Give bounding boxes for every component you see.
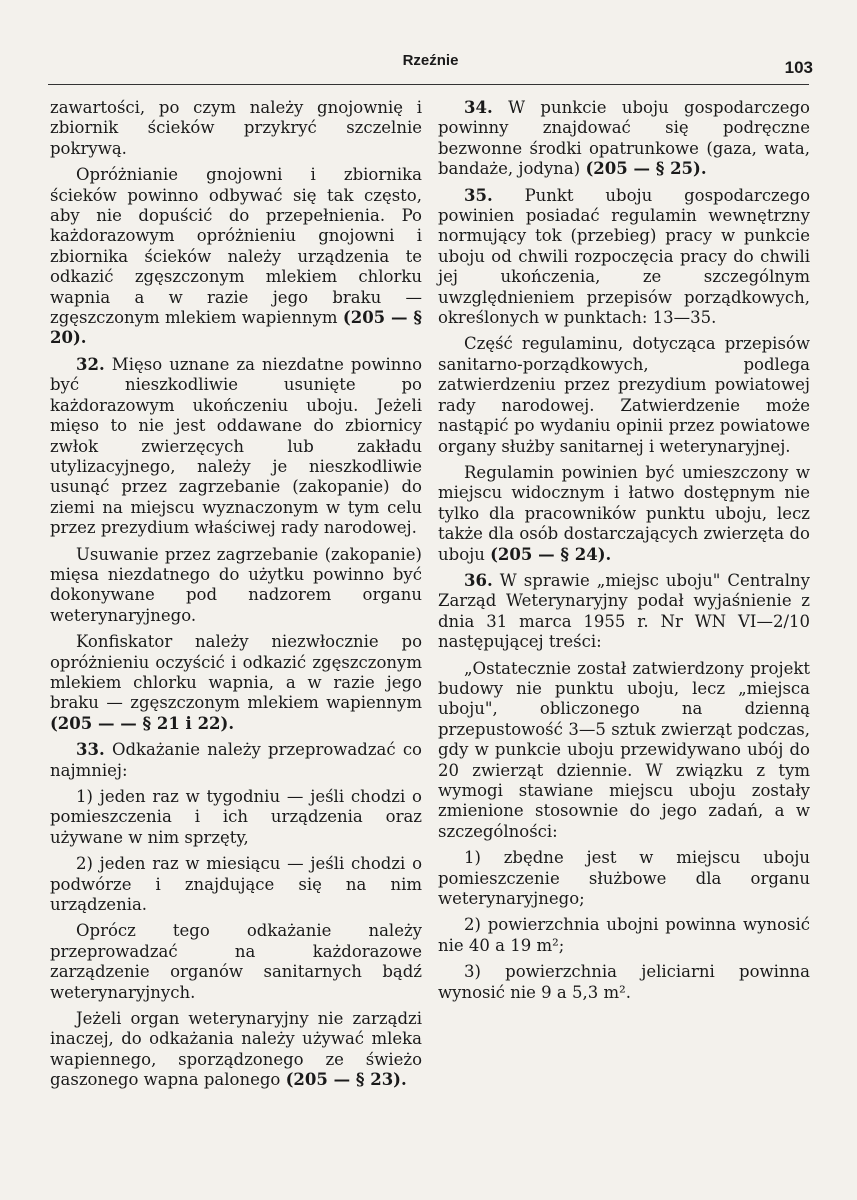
section-number: 34. — [464, 98, 493, 117]
legal-reference: (205 — § 20). — [50, 308, 423, 348]
paragraph-text: Oprócz tego odkażanie należy przeprowadzać na każdorazowe zarządzenie organów sanitarnych bądź weterynaryjnych. — [50, 921, 422, 1002]
paragraph — [50, 632, 422, 734]
paragraph-text: 1) jeden raz w tygodniu — jeśli chodzi o pomieszczenia i ich urządzenia oraz używane w nim sprzęty, — [50, 787, 422, 847]
right-column — [438, 98, 810, 1009]
paragraph — [438, 186, 810, 329]
paragraph — [438, 915, 810, 956]
legal-reference: (205 — § 25). — [585, 159, 707, 179]
paragraph-text: 3) powierzchnia jeliciarni powinna wynosić nie 9 a 5,3 m². — [438, 962, 810, 1002]
paragraph — [50, 98, 422, 159]
paragraph — [50, 355, 422, 539]
paragraph-text: 1) zbędne jest w miejscu uboju pomieszczenie służbowe dla organu weterynaryjnego; — [438, 848, 810, 909]
page-number: 103 — [784, 58, 813, 77]
paragraph — [438, 98, 810, 180]
section-number: 35. — [464, 185, 493, 205]
legal-reference: (205 — § 23). — [285, 1070, 407, 1090]
paragraph — [438, 463, 810, 565]
running-head: Rzeźnie — [402, 52, 459, 69]
paragraph-text: Odkażanie należy przeprowadzać co najmniej: — [50, 740, 422, 780]
paragraph — [50, 1009, 422, 1091]
paragraph — [438, 848, 810, 909]
paragraph-text: Opróżnianie gnojowni i zbiornika ścieków powinno odbywać się tak często, aby nie dopuścić do przepełnienia. Po każdorazowym opróżnieniu gnojowni i zbiornika ścieków należy urządzenia te odkazić zgęszczonym mlekiem chlorku wapnia a w razie jego braku — zgęszczonym mlekiem wapiennym — [50, 165, 422, 328]
header-rule — [48, 84, 809, 85]
legal-reference: (205 — § 24). — [490, 544, 612, 564]
section-number: 33. — [76, 740, 105, 760]
paragraph-text: Jeżeli organ weterynaryjny nie zarządzi inaczej, do odkażania należy używać mleka wapiennego, sporządzonego ze świeżo gaszonego wapna palonego — [50, 1009, 422, 1090]
paragraph-text: W punkcie uboju gospodarczego powinny znajdować się podręczne bezwonne środki opatrunkowe (gaza, wata, bandaże, jodyna) — [438, 98, 810, 179]
paragraph — [438, 334, 810, 456]
section-number: 36. — [464, 570, 493, 590]
paragraph — [438, 962, 810, 1003]
paragraph-text: Usuwanie przez zagrzebanie (zakopanie) mięsa niezdatnego do użytku powinno być dokonywane pod nadzorem organu weterynaryjnego. — [50, 544, 422, 625]
paragraph — [438, 571, 810, 653]
legal-reference: (205 — — § 21 i 22). — [50, 713, 235, 733]
paragraph — [50, 787, 422, 848]
paragraph-text: Regulamin powinien być umieszczony w miejscu widocznym i łatwo dostępnym nie tylko dla pracowników punktu uboju, lecz także dla osób dostarczających zwierzęta do uboju — [438, 462, 810, 564]
paragraph-text: zawartości, po czym należy gnojownię i zbiornik ścieków przykryć szczelnie pokrywą. — [50, 98, 422, 158]
paragraph — [50, 165, 422, 349]
paragraph — [50, 545, 422, 627]
paragraph — [438, 659, 810, 843]
paragraph-text: 2) powierzchnia ubojni powinna wynosić nie 40 a 19 m²; — [438, 915, 810, 955]
paragraph — [50, 854, 422, 915]
paragraph-text: Mięso uznane za niezdatne powinno być nieszkodliwie usunięte po każdorazowym ukończeniu uboju. Jeżeli mięso to nie jest oddawane do zbiornicy zwłok zwierzęcych lub zakładu utylizacyjnego, należy je nieszkodliwie usunąć przez zagrzebanie (zakopanie) do ziemi na miejscu wyznaczonym w tym celu przez prezydium właściwej rady narodowej. — [50, 354, 422, 538]
left-column — [50, 98, 422, 1097]
paragraph-text: Część regulaminu, dotycząca przepisów sanitarno-porządkowych, podlega zatwierdzeniu przez prezydium powiatowej rady narodowej. Zatwierdzenie może nastąpić po wydaniu opinii przez powiatowe organy służby sanitarnej i weterynaryjnej. — [438, 334, 810, 456]
paragraph-text: W sprawie „miejsc uboju" Centralny Zarząd Weterynaryjny podał wyjaśnienie z dnia 31 marca 1955 r. Nr WN VI—2/10 następującej treści: — [438, 570, 810, 652]
paragraph-text: „Ostatecznie został zatwierdzony projekt budowy nie punktu uboju, lecz „miejsca uboju", obliczonego na dzienną przepustowość 3—5 sztuk zwierząt podczas, gdy w punkcie uboju przewidywano ubój do 20 zwierząt dziennie. W związku z tym wymogi stawiane miejscu uboju zostały zmienione stosownie do jego zadań, a w szczególności: — [438, 658, 810, 841]
paragraph — [50, 740, 422, 781]
page-header — [48, 52, 813, 82]
paragraph-text: Konfiskator należy niezwłocznie po opróżnieniu oczyścić i odkazić zgęszczonym mlekiem chlorku wapnia, a w razie jego braku — zgęszczonym mlekiem wapiennym — [50, 632, 422, 713]
section-number: 32. — [76, 354, 105, 374]
paragraph-text: Punkt uboju gospodarczego powinien posiadać regulamin wewnętrzny normujący tok (przebieg) pracy w punkcie uboju od chwili rozpoczęcia pracy do chwili jej ukończenia, ze szczególnym uwzględnieniem przepisów porządkowych, określonych w punktach: 13—35. — [438, 185, 811, 328]
paragraph — [50, 921, 422, 1003]
paragraph-text: 2) jeden raz w miesiącu — jeśli chodzi o podwórze i znajdujące się na nim urządzenia. — [50, 854, 422, 915]
